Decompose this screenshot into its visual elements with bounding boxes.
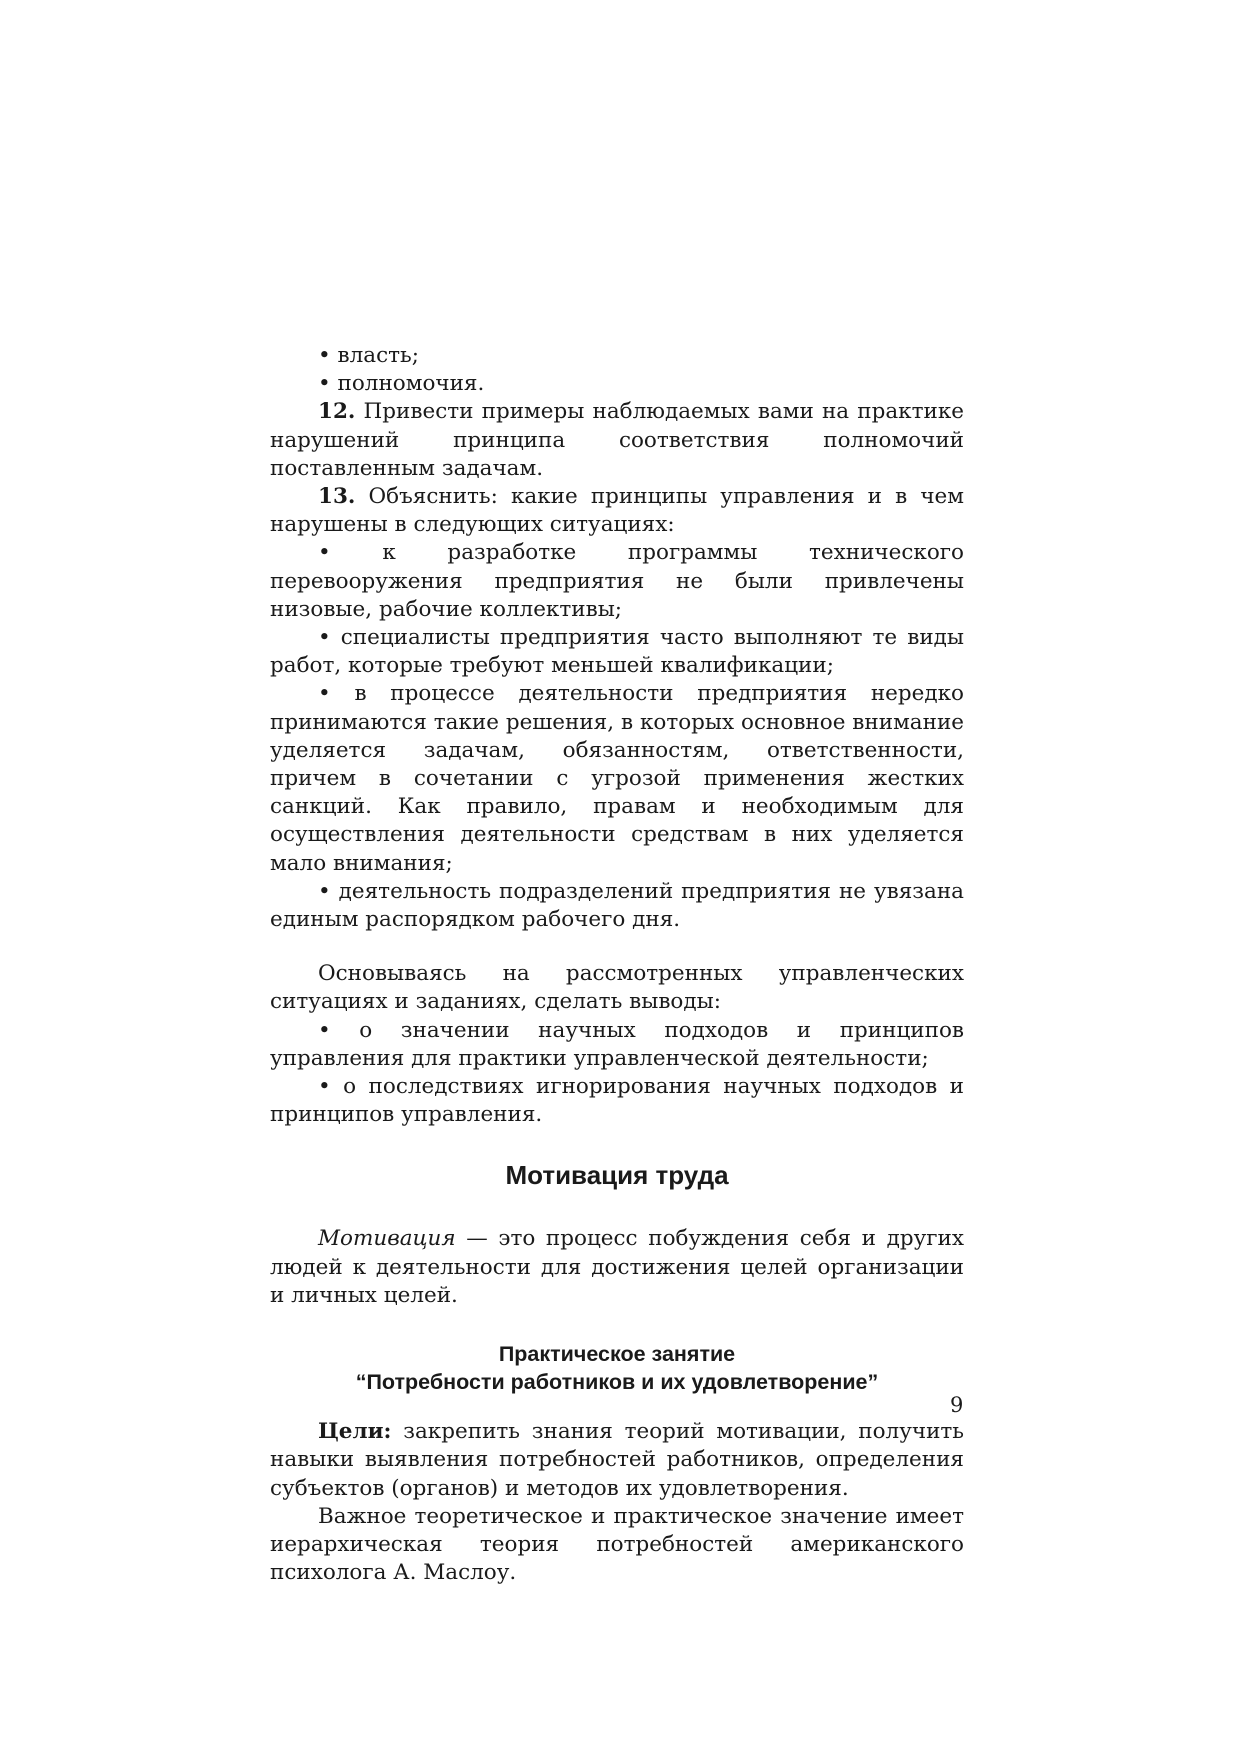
- conclusions-intro: Основываясь на рассмотренных управленческих ситуациях и заданиях, сделать выводы:: [270, 961, 964, 1015]
- practice-heading-line1: Практическое занятие: [498, 1342, 736, 1367]
- list-item: • деятельность подразделений предприятия не увязана единым распорядком рабочего дня.: [270, 878, 964, 933]
- goals-label: Цели:: [318, 1419, 392, 1445]
- practice-heading-line2: “Потребности работников и их удовлетворение”: [355, 1370, 879, 1395]
- page-body: [270, 342, 964, 1587]
- list-item: • о последствиях игнорирования научных подходов и принципов управления.: [270, 1074, 964, 1128]
- definition-paragraph: [270, 1225, 964, 1310]
- task-number: 12.: [318, 399, 356, 425]
- task-text: Привести примеры наблюдаемых вами на практике нарушений принципа соответствия полномочий поставленным задачам.: [270, 399, 964, 481]
- page-number: 9: [950, 1393, 964, 1417]
- task-number: 13.: [318, 484, 356, 510]
- list-item: • к разработке программы технического перевооружения предприятия не были привлечены низовые, рабочие коллективы;: [270, 540, 964, 622]
- section-title: Мотивация труда: [505, 1160, 729, 1191]
- list-item: • специалисты предприятия часто выполняют те виды работ, которые требуют меньшей квалификации;: [270, 625, 964, 679]
- list-item: • в процессе деятельности предприятия нередко принимаются такие решения, в которых основное внимание уделяется задачам, обязанностям, ответственности, причем в сочетании с угрозой применения жестких санкций. Как правило, правам и необходимым для осуществления деятельности средствам в них уделяется мало внимания;: [270, 681, 964, 876]
- goals-text: закрепить знания теорий мотивации, получить навыки выявления потребностей работников, определения субъектов (органов) и методов их удовлетворения.: [270, 1419, 964, 1501]
- practice-heading: [270, 1340, 964, 1396]
- task-13: [270, 483, 964, 539]
- list-item: • о значении научных подходов и принципов управления для практики управленческой деятельности;: [270, 1017, 964, 1071]
- goals-paragraph: [270, 1418, 964, 1503]
- maslow-paragraph: Важное теоретическое и практическое значение имеет иерархическая теория потребностей американского психолога А. Маслоу.: [270, 1503, 964, 1586]
- definition-text: — это процесс побуждения себя и других людей к деятельности для достижения целей организации и личных целей.: [270, 1226, 964, 1308]
- task-12: [270, 398, 964, 483]
- definition-term: Мотивация: [318, 1226, 456, 1252]
- list-item: • полномочия.: [318, 371, 485, 397]
- list-item: • власть;: [318, 343, 419, 368]
- task-text: Объяснить: какие принципы управления и в чем нарушены в следующих ситуациях:: [270, 484, 964, 538]
